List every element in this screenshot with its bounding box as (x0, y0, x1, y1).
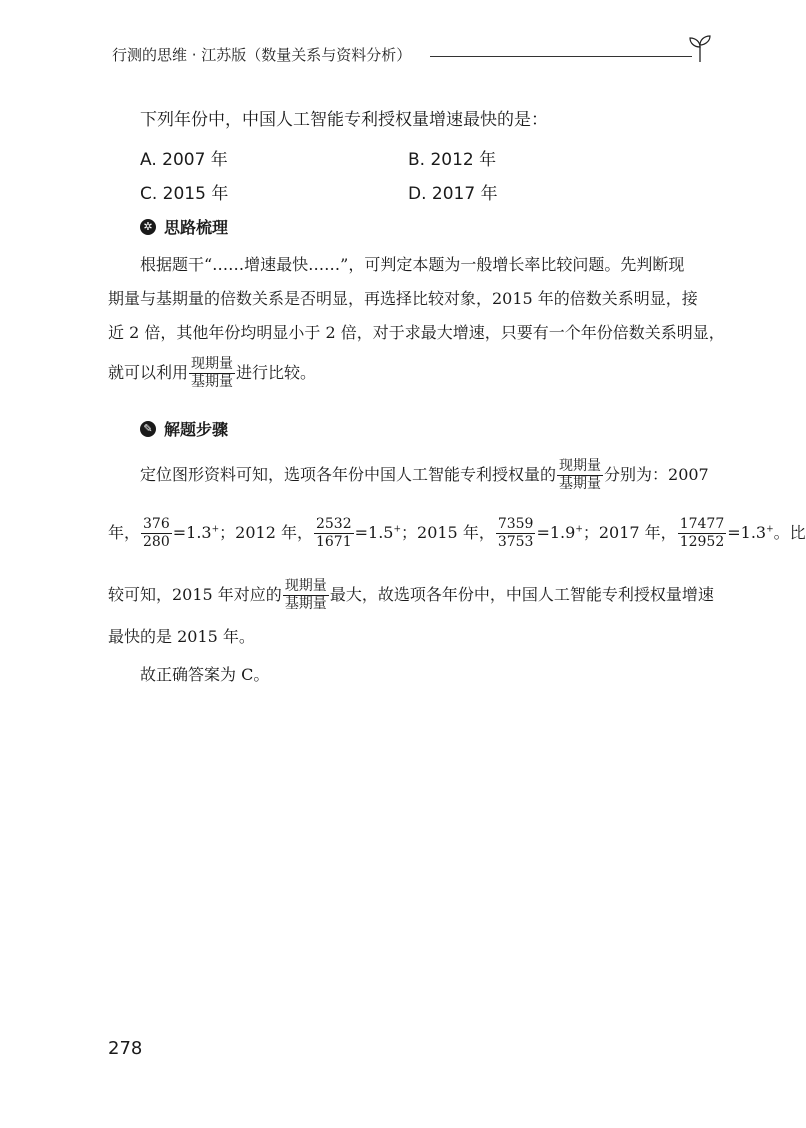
fraction-numerator: 现期量 (559, 458, 602, 474)
analysis-line-1: 根据题干“……增速最快……”，可判定本题为一般增长率比较问题。先判断现 (140, 255, 685, 274)
header-rule (430, 56, 692, 57)
page-number: 278 (108, 1038, 143, 1059)
option-d: D. 2017 年 (408, 184, 498, 204)
steps-line-3-pre: 较可知，2015 年对应的 (108, 585, 282, 604)
calc-year-text: 年， (108, 523, 141, 542)
analysis-line-4-pre: 就可以利用 (108, 363, 189, 382)
calc-result: =1.5 (354, 523, 394, 542)
option-b: B. 2012 年 (408, 150, 497, 170)
calc-denominator: 280 (143, 534, 170, 550)
calc-denominator: 1671 (315, 534, 352, 550)
calc-tail: 。比 (773, 523, 806, 542)
fraction-label (557, 458, 603, 493)
section-steps-title (140, 417, 228, 440)
calc-year-text: ；2015 年， (401, 523, 495, 542)
steps-line-3 (108, 578, 714, 613)
calc-numerator: 376 (143, 516, 170, 532)
calc-plus: + (211, 524, 220, 535)
section-analysis-label: 思路梳理 (164, 218, 229, 237)
calc-year-text: ；2012 年， (219, 523, 313, 542)
fraction-numerator: 现期量 (284, 578, 327, 594)
gear-icon: ✲ (140, 219, 156, 235)
calc-result: =1.3 (727, 523, 767, 542)
analysis-line-2: 期量与基期量的倍数关系是否明显，再选择比较对象，2015 年的倍数关系明显，接 (108, 289, 698, 308)
calc-numerator: 2532 (315, 516, 352, 532)
calc-result: =1.9 (536, 523, 576, 542)
steps-calc-line (108, 516, 806, 551)
calc-numerator: 17477 (679, 516, 725, 532)
sprout-icon (688, 34, 712, 62)
option-c: C. 2015 年 (140, 184, 229, 204)
fraction-label (189, 356, 235, 391)
calc-fraction-2007 (141, 516, 172, 551)
section-analysis-title (140, 215, 228, 238)
calc-fraction-2015 (496, 516, 536, 551)
calc-fraction-2017 (678, 516, 727, 551)
calc-denominator: 3753 (497, 534, 534, 550)
analysis-line-3: 近 2 倍，其他年份均明显小于 2 倍，对于求最大增速，只要有一个年份倍数关系明显， (108, 323, 725, 342)
calc-year-text: ；2017 年， (582, 523, 677, 542)
fraction-denominator: 基期量 (191, 374, 234, 390)
calc-plus: + (393, 524, 402, 535)
pen-icon: ✎ (140, 421, 156, 437)
answer-line: 故正确答案为 C。 (140, 665, 270, 684)
steps-line-3-post: 最大，故选项各年份中，中国人工智能专利授权量增速 (329, 585, 714, 604)
steps-line-4: 最快的是 2015 年。 (108, 627, 255, 646)
fraction-denominator: 基期量 (559, 476, 602, 492)
option-a: A. 2007 年 (140, 150, 228, 170)
steps-line-1-post: 分别为：2007 (604, 465, 709, 484)
calc-result: =1.3 (172, 523, 212, 542)
calc-plus: + (766, 524, 774, 535)
calc-numerator: 7359 (497, 516, 534, 532)
steps-line-1-pre: 定位图形资料可知，选项各年份中国人工智能专利授权量的 (140, 465, 557, 484)
section-steps-label: 解题步骤 (164, 420, 229, 439)
running-header (112, 40, 712, 70)
header-title: 行测的思维 · 江苏版（数量关系与资料分析） (112, 46, 412, 64)
analysis-line-4 (108, 356, 316, 391)
calc-fraction-2012 (314, 516, 354, 551)
calc-denominator: 12952 (679, 534, 725, 550)
steps-line-1 (140, 458, 709, 493)
analysis-line-4-post: 进行比较。 (236, 363, 317, 382)
fraction-denominator: 基期量 (284, 596, 327, 612)
fraction-label (283, 578, 329, 613)
calc-plus: + (575, 524, 583, 535)
fraction-numerator: 现期量 (191, 356, 234, 372)
question-text: 下列年份中，中国人工智能专利授权量增速最快的是： (140, 110, 548, 130)
